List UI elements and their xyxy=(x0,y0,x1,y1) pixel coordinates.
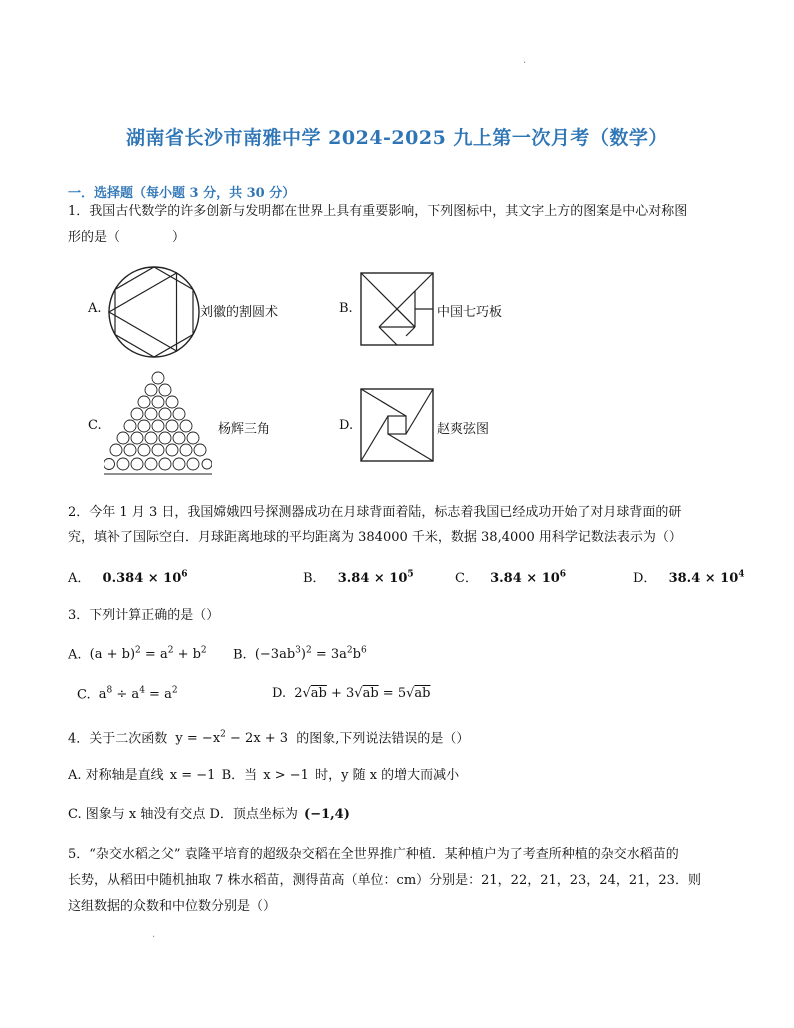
q4-vertex: (−1,4) xyxy=(304,807,350,822)
q4-opt-a-text: A. 对称轴是直线 xyxy=(68,768,164,783)
q5-line2: 长势，从稻田中随机抽取 7 株水稻苗，测得苗高（单位：cm）分别是：21，22，21，23，24，21，23．则 xyxy=(68,873,701,888)
q4-stem-post: 的图象,下列说法错误的是（） xyxy=(296,731,470,747)
stray-dot: · xyxy=(152,932,156,943)
q3-option-c-letter: C. xyxy=(77,687,91,703)
q1-option-d-caption: 赵爽弦图 xyxy=(437,422,490,437)
q4-options-ab xyxy=(68,766,459,785)
q2-option-a-exp: 6 xyxy=(181,569,188,580)
q4-opt-b-math: x > −1 xyxy=(263,768,309,783)
stray-dot: · xyxy=(523,58,527,69)
q1-option-b-caption: 中国七巧板 xyxy=(437,305,503,320)
q4-opt-b-text: B．当 xyxy=(221,768,258,783)
page-title: 湖南省长沙市南雅中学 2024-2025 九上第一次月考（数学） xyxy=(126,127,668,149)
q2-option-d-exp: 4 xyxy=(738,569,745,580)
q3-option-a-letter: A. xyxy=(68,647,82,663)
q2-option-d xyxy=(633,567,745,586)
q4-opt-b-rest: 时，y 随 x 的增大而减小 xyxy=(315,768,460,783)
q2-option-c-base: 3.84 × 10 xyxy=(490,571,560,586)
q4-function: $y = -x^2 - 2x + 3$ xyxy=(175,730,289,747)
q2-option-b-base: 3.84 × 10 xyxy=(337,571,408,586)
q4-opt-cd-text: C. 图象与 x 轴没有交点 D．顶点坐标为 xyxy=(68,807,298,822)
q2-option-a-letter: A． xyxy=(68,571,91,586)
q4-opt-a-math: x = −1 xyxy=(169,768,216,783)
q2-option-c xyxy=(455,567,566,586)
section-heading: 一．选择题（每小题 3 分，共 30 分） xyxy=(68,186,296,201)
q3-option-b-expression: $(-3ab^3)^2 = 3a^2b^6$ xyxy=(254,646,367,663)
q5-line3: 这组数据的众数和中位数分别是（） xyxy=(68,899,277,914)
q1-option-a-letter: A. xyxy=(88,301,102,316)
q2-option-a xyxy=(68,567,188,586)
q4-options-cd xyxy=(68,805,350,824)
q3-option-c xyxy=(77,686,178,702)
q3-stem: 3．下列计算正确的是（） xyxy=(68,608,220,623)
tangram-figure xyxy=(360,272,434,346)
q2-option-b xyxy=(303,567,414,586)
q1-option-c-letter: C. xyxy=(88,418,102,433)
yang-hui-triangle-figure xyxy=(104,370,212,482)
q2-option-b-letter: B． xyxy=(303,571,326,586)
q3-option-b-letter: B. xyxy=(233,647,247,663)
q2-line2: 究，填补了国际空白．月球距离地球的平均距离为 384000 千米，数据 38,4000 用科学记数法表示为（） xyxy=(68,530,682,545)
q2-option-d-base: 38.4 × 10 xyxy=(668,571,739,586)
q3-option-d-expression: 2√ab + 3√ab = 5√ab xyxy=(294,686,431,701)
q2-option-a-base: 0.384 × 10 xyxy=(102,571,182,586)
q3-option-b xyxy=(233,646,367,662)
q3-option-d-letter: D. xyxy=(272,686,287,701)
q3-option-a xyxy=(68,646,207,662)
q2-option-c-letter: C． xyxy=(455,571,478,586)
q1-option-a-caption: 刘徽的割圆术 xyxy=(200,305,279,320)
q3-option-d xyxy=(272,686,430,701)
q1-option-b-letter: B. xyxy=(339,301,353,316)
q5-line1: 5．“杂交水稻之父” 袁隆平培育的超级杂交稻在全世界推广种植．某种植户为了考查所种植的杂交水稻苗的 xyxy=(68,847,679,862)
q2-line1: 2．今年 1 月 3 日，我国嫦娥四号探测器成功在月球背面着陆，标志着我国已经成功开始了对月球背面的研 xyxy=(68,505,682,520)
q4-stem xyxy=(68,726,469,748)
q4-stem-pre: 4．关于二次函数 xyxy=(68,731,168,747)
q1-line2: 形的是（ ） xyxy=(68,230,186,245)
q1-option-d-letter: D. xyxy=(339,418,354,433)
q1-option-c-caption: 杨辉三角 xyxy=(218,422,271,437)
liu-hui-circle-figure xyxy=(106,264,202,360)
q3-option-c-expression: $a^8 \div a^4 = a^2$ xyxy=(98,686,178,703)
zhao-shuang-figure xyxy=(360,388,434,462)
q1-line1: 1．我国古代数学的许多创新与发明都在世界上具有重要影响，下列图标中，其文字上方的图案是中心对称图 xyxy=(68,204,688,219)
q2-option-d-letter: D． xyxy=(633,571,657,586)
q2-option-b-exp: 5 xyxy=(407,569,414,580)
q2-option-c-exp: 6 xyxy=(559,569,567,580)
q3-option-a-expression: $(a + b)^2 = a^2 + b^2$ xyxy=(89,646,207,663)
